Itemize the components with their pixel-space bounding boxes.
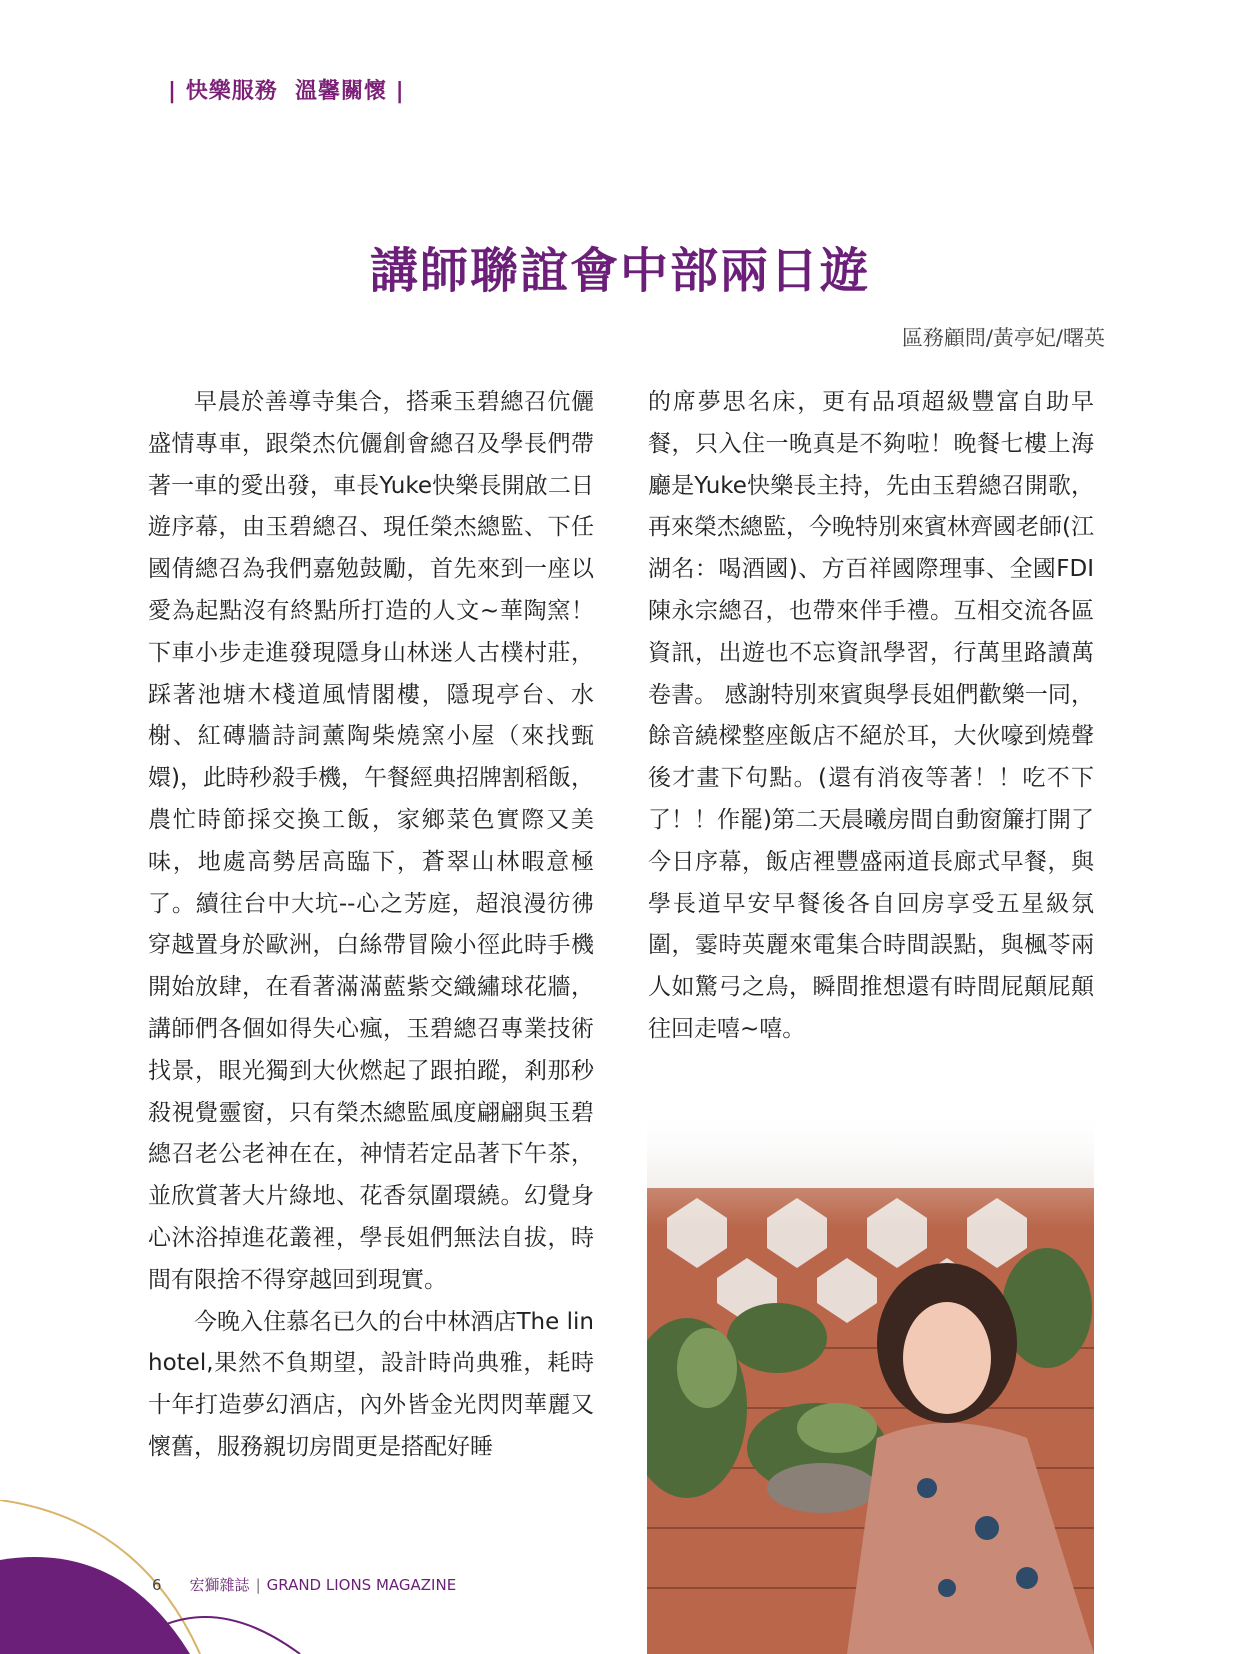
paragraph: 今晚入住慕名已久的台中林酒店The lin hotel,果然不負期望，設計時尚典雅，耗時十年打造夢幻酒店，內外皆金光閃閃華麗又懷舊，服務親切房間更是搭配好睡 — [148, 1308, 594, 1460]
article-column-right — [648, 382, 1094, 1051]
paragraph: 的席夢思名床，更有品項超級豐富自助早餐，只入住一晚真是不夠啦！晚餐七樓上海廳是Yuke快樂長主持，先由玉碧總召開歌，再來榮杰總監，今晚特別來賓林齊國老師(江湖名：喝酒國)、方百祥國際理事、全國FDI陳永宗總召，也帶來伴手禮。互相交流各區資訊，出遊也不忘資訊學習，行萬里路讀萬卷書。 感謝特別來賓與學長姐們歡樂一同，餘音繞樑整座飯店不絕於耳，大伙嚎到燒聲後才畫下句點。(還有消夜等著！！吃不下了！！作罷)第二天晨曦房間自動窗簾打開了今日序幕，飯店裡豐盛兩道長廊式早餐，與學長道早安早餐後各自回房享受五星級氛圍，霎時英麗來電集合時間誤點，與楓苓兩人如驚弓之鳥，瞬間推想還有時間屁顛屁顛往回走嘻~嘻。 — [648, 389, 1094, 1042]
magazine-name-cn: 宏獅雜誌 — [189, 1576, 250, 1594]
footer-separator: | — [255, 1576, 261, 1594]
magazine-name-en: GRAND LIONS MAGAZINE — [266, 1576, 457, 1594]
article-column-left — [148, 382, 594, 1469]
article-byline: 區務顧問/黃亭妃/曙英 — [901, 326, 1105, 350]
article-photo — [647, 1108, 1094, 1654]
paragraph: 早晨於善導寺集合，搭乘玉碧總召伉儷盛情專車，跟榮杰伉儷創會總召及學長們帶著一車的愛出發，車長Yuke快樂長開啟二日遊序幕，由玉碧總召、現任榮杰總監、下任國倩總召為我們嘉勉鼓勵，首先來到一座以愛為起點沒有終點所打造的人文~華陶窯！下車小步走進發現隱身山林迷人古樸村莊，踩著池塘木棧道風情閣樓，隱現亭台、水榭、紅磚牆詩詞薰陶柴燒窯小屋（來找甄嬛)，此時秒殺手機，午餐經典招牌割稻飯，農忙時節採交換工飯，家鄉菜色實際又美味，地處高勢居高臨下，蒼翠山林暇意極了。續往台中大坑--心之芳庭，超浪漫彷彿穿越置身於歐洲，白絲帶冒險小徑此時手機開始放肆，在看著滿滿藍紫交織繡球花牆，講師們各個如得失心瘋，玉碧總召專業技術找景，眼光獨到大伙燃起了跟拍蹤，剎那秒殺視覺靈窗，只有榮杰總監風度翩翩與玉碧總召老公老神在在，神情若定品著下午茶，並欣賞著大片綠地、花香氛圍環繞。幻覺身心沐浴掉進花叢裡，學長姐們無法自拔，時間有限捨不得穿越回到現實。 — [148, 389, 594, 1293]
page-footer — [152, 1574, 456, 1595]
section-tag: | 快樂服務 溫馨關懷 | — [168, 79, 405, 104]
page-number: 6 — [152, 1576, 162, 1594]
article-title: 講師聯誼會中部兩日遊 — [369, 243, 870, 299]
photo-illustration — [647, 1108, 1094, 1654]
